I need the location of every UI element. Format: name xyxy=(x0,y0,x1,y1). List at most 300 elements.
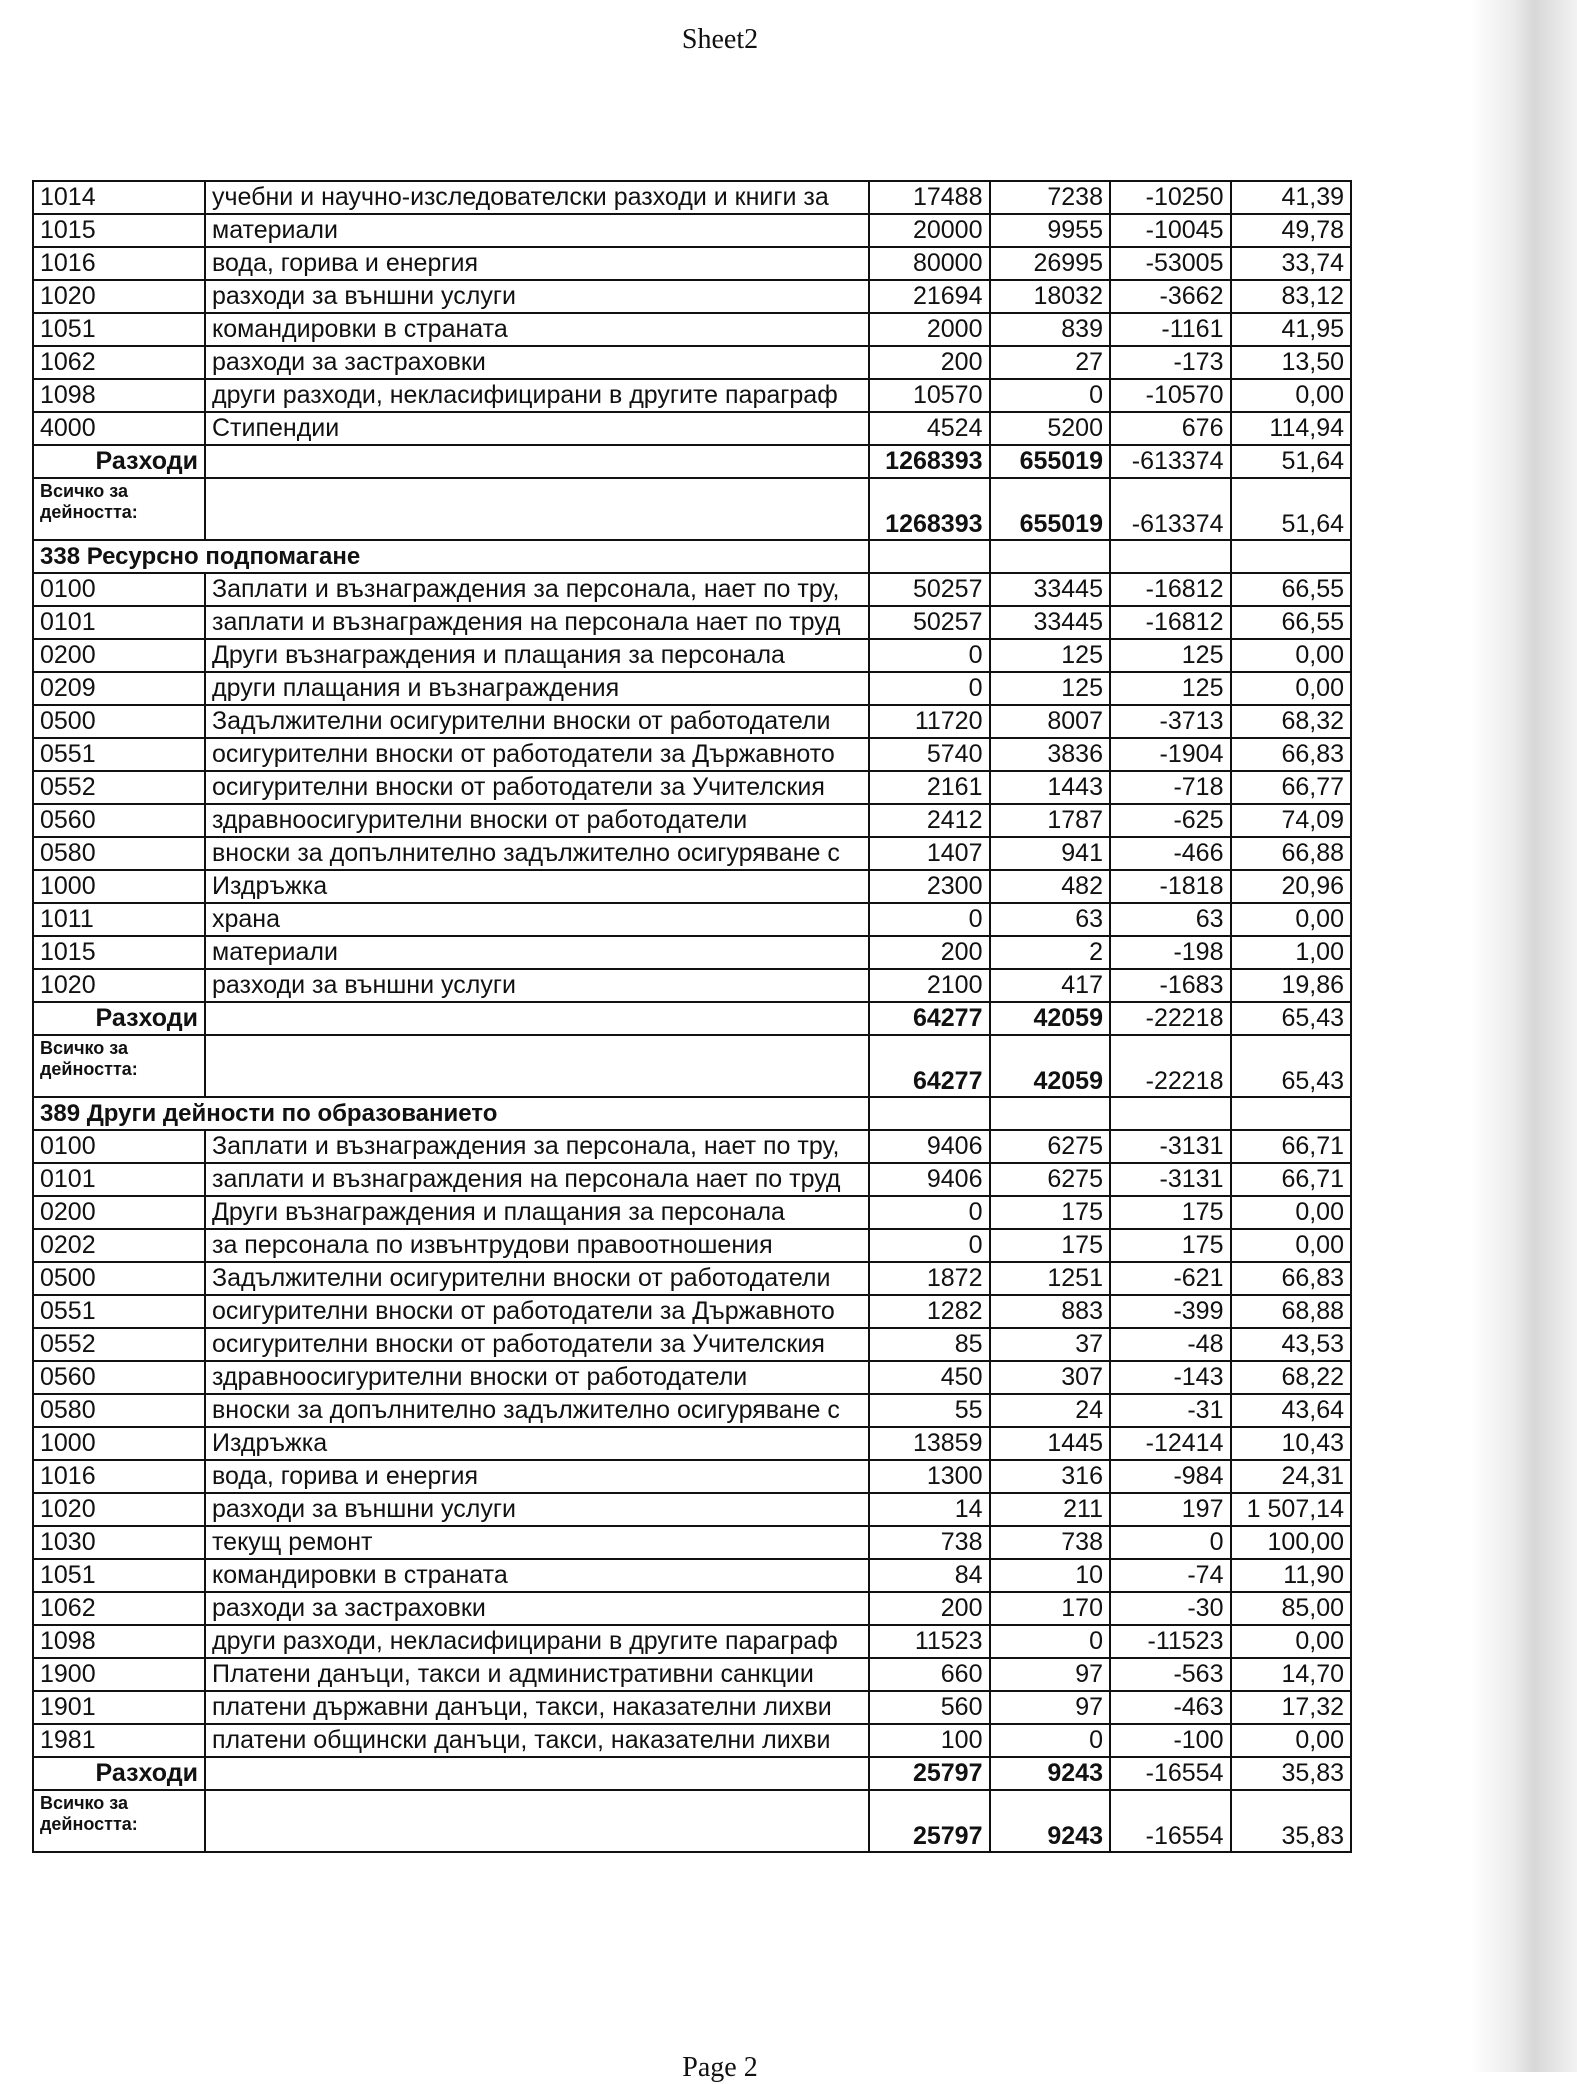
table-row xyxy=(33,1262,1351,1295)
activity-percent: 35,83 xyxy=(1231,1790,1352,1852)
actual-value: 170 xyxy=(990,1592,1111,1625)
table-row xyxy=(33,1229,1351,1262)
account-name: други разходи, некласифицирани в другите параграф xyxy=(205,379,869,412)
account-code: 1020 xyxy=(33,969,205,1002)
difference-value: -563 xyxy=(1110,1658,1231,1691)
account-code: 0200 xyxy=(33,1196,205,1229)
percent-value: 100,00 xyxy=(1231,1526,1352,1559)
plan-value: 85 xyxy=(869,1328,990,1361)
percent-value: 10,43 xyxy=(1231,1427,1352,1460)
table-row xyxy=(33,804,1351,837)
account-name: платени общински данъци, такси, наказателни лихви xyxy=(205,1724,869,1757)
section-header-row xyxy=(33,540,1351,573)
percent-value: 66,88 xyxy=(1231,837,1352,870)
actual-value: 6275 xyxy=(990,1130,1111,1163)
plan-value: 50257 xyxy=(869,573,990,606)
activity-actual: 655019 xyxy=(990,478,1111,540)
difference-value: -463 xyxy=(1110,1691,1231,1724)
empty-cell xyxy=(205,1757,869,1790)
difference-value: -100 xyxy=(1110,1724,1231,1757)
actual-value: 0 xyxy=(990,1724,1111,1757)
plan-value: 2000 xyxy=(869,313,990,346)
actual-value: 0 xyxy=(990,379,1111,412)
activity-total-label: Всичко за дейността: xyxy=(33,1790,205,1852)
difference-value: -466 xyxy=(1110,837,1231,870)
plan-value: 55 xyxy=(869,1394,990,1427)
difference-value: 63 xyxy=(1110,903,1231,936)
actual-value: 37 xyxy=(990,1328,1111,1361)
plan-value: 200 xyxy=(869,346,990,379)
plan-value: 0 xyxy=(869,639,990,672)
account-name: текущ ремонт xyxy=(205,1526,869,1559)
table-row xyxy=(33,346,1351,379)
table-row xyxy=(33,1526,1351,1559)
difference-value: 676 xyxy=(1110,412,1231,445)
difference-value: -30 xyxy=(1110,1592,1231,1625)
table-row xyxy=(33,1130,1351,1163)
actual-value: 883 xyxy=(990,1295,1111,1328)
table-row xyxy=(33,214,1351,247)
activity-difference: -613374 xyxy=(1110,478,1231,540)
account-name: за персонала по извънтрудови правоотношения xyxy=(205,1229,869,1262)
actual-value: 175 xyxy=(990,1229,1111,1262)
difference-value: -12414 xyxy=(1110,1427,1231,1460)
total-label: Разходи xyxy=(33,1757,205,1790)
total-difference: -22218 xyxy=(1110,1002,1231,1035)
account-name: разходи за външни услуги xyxy=(205,1493,869,1526)
table-row xyxy=(33,181,1351,214)
plan-value: 738 xyxy=(869,1526,990,1559)
account-name: разходи за външни услуги xyxy=(205,280,869,313)
percent-value: 20,96 xyxy=(1231,870,1352,903)
account-code: 1016 xyxy=(33,247,205,280)
plan-value: 200 xyxy=(869,1592,990,1625)
difference-value: -625 xyxy=(1110,804,1231,837)
empty-cell xyxy=(1110,540,1231,573)
table-row xyxy=(33,672,1351,705)
empty-cell xyxy=(205,445,869,478)
plan-value: 100 xyxy=(869,1724,990,1757)
actual-value: 18032 xyxy=(990,280,1111,313)
activity-difference: -16554 xyxy=(1110,1790,1231,1852)
account-name: Други възнаграждения и плащания за персонала xyxy=(205,639,869,672)
difference-value: -10570 xyxy=(1110,379,1231,412)
actual-value: 125 xyxy=(990,672,1111,705)
plan-value: 0 xyxy=(869,1229,990,1262)
table-row xyxy=(33,738,1351,771)
difference-value: -16812 xyxy=(1110,606,1231,639)
account-code: 1011 xyxy=(33,903,205,936)
table-row xyxy=(33,1493,1351,1526)
difference-value: -173 xyxy=(1110,346,1231,379)
table-row xyxy=(33,1724,1351,1757)
actual-value: 24 xyxy=(990,1394,1111,1427)
empty-cell xyxy=(205,478,869,540)
table-row xyxy=(33,936,1351,969)
account-code: 1981 xyxy=(33,1724,205,1757)
actual-value: 26995 xyxy=(990,247,1111,280)
difference-value: -1683 xyxy=(1110,969,1231,1002)
total-percent: 51,64 xyxy=(1231,445,1352,478)
percent-value: 41,95 xyxy=(1231,313,1352,346)
percent-value: 68,32 xyxy=(1231,705,1352,738)
difference-value: -10250 xyxy=(1110,181,1231,214)
difference-value: 197 xyxy=(1110,1493,1231,1526)
account-name: вода, горива и енергия xyxy=(205,1460,869,1493)
account-code: 0200 xyxy=(33,639,205,672)
plan-value: 200 xyxy=(869,936,990,969)
account-name: други плащания и възнаграждения xyxy=(205,672,869,705)
account-name: здравноосигурителни вноски от работодатели xyxy=(205,1361,869,1394)
plan-value: 2161 xyxy=(869,771,990,804)
account-code: 1014 xyxy=(33,181,205,214)
difference-value: -48 xyxy=(1110,1328,1231,1361)
percent-value: 0,00 xyxy=(1231,379,1352,412)
percent-value: 66,55 xyxy=(1231,606,1352,639)
total-percent: 35,83 xyxy=(1231,1757,1352,1790)
account-name: здравноосигурителни вноски от работодатели xyxy=(205,804,869,837)
empty-cell xyxy=(869,540,990,573)
account-name: командировки в страната xyxy=(205,313,869,346)
difference-value: -53005 xyxy=(1110,247,1231,280)
actual-value: 33445 xyxy=(990,573,1111,606)
account-code: 0209 xyxy=(33,672,205,705)
expenses-total-row xyxy=(33,1002,1351,1035)
account-code: 1000 xyxy=(33,870,205,903)
account-name: материали xyxy=(205,936,869,969)
actual-value: 8007 xyxy=(990,705,1111,738)
table-row xyxy=(33,1361,1351,1394)
percent-value: 43,53 xyxy=(1231,1328,1352,1361)
empty-cell xyxy=(205,1035,869,1097)
activity-plan: 1268393 xyxy=(869,478,990,540)
table-row xyxy=(33,639,1351,672)
activity-actual: 42059 xyxy=(990,1035,1111,1097)
percent-value: 0,00 xyxy=(1231,1196,1352,1229)
difference-value: -143 xyxy=(1110,1361,1231,1394)
plan-value: 660 xyxy=(869,1658,990,1691)
section-header-row xyxy=(33,1097,1351,1130)
table-row xyxy=(33,606,1351,639)
account-code: 1016 xyxy=(33,1460,205,1493)
account-name: вноски за допълнително задължително осигуряване с xyxy=(205,1394,869,1427)
account-code: 1098 xyxy=(33,1625,205,1658)
total-actual: 9243 xyxy=(990,1757,1111,1790)
account-name: заплати и възнаграждения на персонала нает по труд xyxy=(205,606,869,639)
account-code: 0100 xyxy=(33,573,205,606)
table-row xyxy=(33,1691,1351,1724)
account-name: командировки в страната xyxy=(205,1559,869,1592)
actual-value: 0 xyxy=(990,1625,1111,1658)
difference-value: -399 xyxy=(1110,1295,1231,1328)
plan-value: 2300 xyxy=(869,870,990,903)
difference-value: -3713 xyxy=(1110,705,1231,738)
percent-value: 24,31 xyxy=(1231,1460,1352,1493)
actual-value: 3836 xyxy=(990,738,1111,771)
actual-value: 7238 xyxy=(990,181,1111,214)
account-code: 0560 xyxy=(33,804,205,837)
actual-value: 97 xyxy=(990,1691,1111,1724)
account-name: Стипендии xyxy=(205,412,869,445)
plan-value: 80000 xyxy=(869,247,990,280)
actual-value: 175 xyxy=(990,1196,1111,1229)
account-name: Издръжка xyxy=(205,870,869,903)
total-difference: -16554 xyxy=(1110,1757,1231,1790)
page-header: Sheet2 xyxy=(681,24,759,55)
account-name: разходи за застраховки xyxy=(205,1592,869,1625)
plan-value: 10570 xyxy=(869,379,990,412)
difference-value: -3131 xyxy=(1110,1163,1231,1196)
plan-value: 1872 xyxy=(869,1262,990,1295)
account-code: 1051 xyxy=(33,1559,205,1592)
actual-value: 211 xyxy=(990,1493,1111,1526)
account-code: 0100 xyxy=(33,1130,205,1163)
activity-plan: 25797 xyxy=(869,1790,990,1852)
page-footer: Page 2 xyxy=(682,2052,758,2083)
percent-value: 66,71 xyxy=(1231,1163,1352,1196)
account-name: други разходи, некласифицирани в другите параграф xyxy=(205,1625,869,1658)
account-code: 0580 xyxy=(33,837,205,870)
percent-value: 114,94 xyxy=(1231,412,1352,445)
expenses-total-row xyxy=(33,445,1351,478)
difference-value: -10045 xyxy=(1110,214,1231,247)
percent-value: 68,88 xyxy=(1231,1295,1352,1328)
account-code: 1020 xyxy=(33,280,205,313)
account-name: разходи за външни услуги xyxy=(205,969,869,1002)
activity-total-label: Всичко за дейността: xyxy=(33,478,205,540)
plan-value: 17488 xyxy=(869,181,990,214)
plan-value: 21694 xyxy=(869,280,990,313)
empty-cell xyxy=(1231,1097,1352,1130)
account-code: 1901 xyxy=(33,1691,205,1724)
account-name: Други възнаграждения и плащания за персонала xyxy=(205,1196,869,1229)
account-code: 1030 xyxy=(33,1526,205,1559)
activity-total-row xyxy=(33,478,1351,540)
plan-value: 2412 xyxy=(869,804,990,837)
difference-value: -198 xyxy=(1110,936,1231,969)
account-code: 0101 xyxy=(33,606,205,639)
activity-total-row xyxy=(33,1035,1351,1097)
account-name: вноски за допълнително задължително осигуряване с xyxy=(205,837,869,870)
table-row xyxy=(33,1658,1351,1691)
actual-value: 941 xyxy=(990,837,1111,870)
account-code: 0552 xyxy=(33,771,205,804)
account-name: вода, горива и енергия xyxy=(205,247,869,280)
account-code: 0500 xyxy=(33,705,205,738)
account-name: Задължителни осигурителни вноски от работодатели xyxy=(205,1262,869,1295)
percent-value: 13,50 xyxy=(1231,346,1352,379)
actual-value: 316 xyxy=(990,1460,1111,1493)
empty-cell xyxy=(1231,540,1352,573)
account-code: 4000 xyxy=(33,412,205,445)
difference-value: -1904 xyxy=(1110,738,1231,771)
table-row xyxy=(33,837,1351,870)
difference-value: -1818 xyxy=(1110,870,1231,903)
percent-value: 85,00 xyxy=(1231,1592,1352,1625)
expenses-total-row xyxy=(33,1757,1351,1790)
difference-value: 0 xyxy=(1110,1526,1231,1559)
total-label: Разходи xyxy=(33,445,205,478)
actual-value: 9955 xyxy=(990,214,1111,247)
percent-value: 0,00 xyxy=(1231,1724,1352,1757)
difference-value: -718 xyxy=(1110,771,1231,804)
total-plan: 25797 xyxy=(869,1757,990,1790)
difference-value: -3662 xyxy=(1110,280,1231,313)
account-code: 0580 xyxy=(33,1394,205,1427)
difference-value: 125 xyxy=(1110,639,1231,672)
actual-value: 1443 xyxy=(990,771,1111,804)
activity-percent: 65,43 xyxy=(1231,1035,1352,1097)
difference-value: -74 xyxy=(1110,1559,1231,1592)
plan-value: 20000 xyxy=(869,214,990,247)
account-code: 1000 xyxy=(33,1427,205,1460)
budget-table xyxy=(32,180,1352,1853)
percent-value: 43,64 xyxy=(1231,1394,1352,1427)
percent-value: 17,32 xyxy=(1231,1691,1352,1724)
table-row xyxy=(33,1196,1351,1229)
table-row xyxy=(33,1460,1351,1493)
account-name: осигурителни вноски от работодатели за Държавното xyxy=(205,738,869,771)
table-row xyxy=(33,705,1351,738)
account-name: осигурителни вноски от работодатели за Държавното xyxy=(205,1295,869,1328)
total-percent: 65,43 xyxy=(1231,1002,1352,1035)
account-name: заплати и възнаграждения на персонала нает по труд xyxy=(205,1163,869,1196)
account-code: 0551 xyxy=(33,1295,205,1328)
plan-value: 14 xyxy=(869,1493,990,1526)
percent-value: 19,86 xyxy=(1231,969,1352,1002)
account-code: 1015 xyxy=(33,936,205,969)
difference-value: 175 xyxy=(1110,1229,1231,1262)
difference-value: -1161 xyxy=(1110,313,1231,346)
account-name: разходи за застраховки xyxy=(205,346,869,379)
activity-actual: 9243 xyxy=(990,1790,1111,1852)
actual-value: 6275 xyxy=(990,1163,1111,1196)
actual-value: 97 xyxy=(990,1658,1111,1691)
actual-value: 307 xyxy=(990,1361,1111,1394)
difference-value: 175 xyxy=(1110,1196,1231,1229)
table-row xyxy=(33,412,1351,445)
percent-value: 66,83 xyxy=(1231,1262,1352,1295)
percent-value: 83,12 xyxy=(1231,280,1352,313)
percent-value: 66,77 xyxy=(1231,771,1352,804)
percent-value: 33,74 xyxy=(1231,247,1352,280)
difference-value: -984 xyxy=(1110,1460,1231,1493)
plan-value: 4524 xyxy=(869,412,990,445)
table-row xyxy=(33,903,1351,936)
account-code: 0101 xyxy=(33,1163,205,1196)
table-row xyxy=(33,1328,1351,1361)
plan-value: 9406 xyxy=(869,1130,990,1163)
plan-value: 11523 xyxy=(869,1625,990,1658)
difference-value: -16812 xyxy=(1110,573,1231,606)
percent-value: 66,71 xyxy=(1231,1130,1352,1163)
percent-value: 66,83 xyxy=(1231,738,1352,771)
table-row xyxy=(33,247,1351,280)
actual-value: 10 xyxy=(990,1559,1111,1592)
scan-edge-shadow xyxy=(1470,0,1577,2072)
empty-cell xyxy=(205,1002,869,1035)
total-plan: 64277 xyxy=(869,1002,990,1035)
percent-value: 49,78 xyxy=(1231,214,1352,247)
plan-value: 560 xyxy=(869,1691,990,1724)
percent-value: 0,00 xyxy=(1231,639,1352,672)
empty-cell xyxy=(990,1097,1111,1130)
plan-value: 1282 xyxy=(869,1295,990,1328)
account-name: Заплати и възнаграждения за персонала, нает по тру, xyxy=(205,1130,869,1163)
total-actual: 655019 xyxy=(990,445,1111,478)
percent-value: 0,00 xyxy=(1231,903,1352,936)
account-name: материали xyxy=(205,214,869,247)
actual-value: 482 xyxy=(990,870,1111,903)
percent-value: 1 507,14 xyxy=(1231,1493,1352,1526)
table-row xyxy=(33,1394,1351,1427)
activity-difference: -22218 xyxy=(1110,1035,1231,1097)
account-code: 0202 xyxy=(33,1229,205,1262)
percent-value: 0,00 xyxy=(1231,1229,1352,1262)
total-label: Разходи xyxy=(33,1002,205,1035)
account-code: 0500 xyxy=(33,1262,205,1295)
actual-value: 839 xyxy=(990,313,1111,346)
actual-value: 1445 xyxy=(990,1427,1111,1460)
table-row xyxy=(33,1559,1351,1592)
percent-value: 74,09 xyxy=(1231,804,1352,837)
account-code: 0560 xyxy=(33,1361,205,1394)
table-row xyxy=(33,280,1351,313)
actual-value: 1251 xyxy=(990,1262,1111,1295)
plan-value: 84 xyxy=(869,1559,990,1592)
actual-value: 417 xyxy=(990,969,1111,1002)
account-code: 0551 xyxy=(33,738,205,771)
actual-value: 738 xyxy=(990,1526,1111,1559)
difference-value: -11523 xyxy=(1110,1625,1231,1658)
plan-value: 9406 xyxy=(869,1163,990,1196)
table-row xyxy=(33,1427,1351,1460)
empty-cell xyxy=(869,1097,990,1130)
percent-value: 66,55 xyxy=(1231,573,1352,606)
total-plan: 1268393 xyxy=(869,445,990,478)
difference-value: 125 xyxy=(1110,672,1231,705)
table-row xyxy=(33,1592,1351,1625)
account-name: Издръжка xyxy=(205,1427,869,1460)
account-name: храна xyxy=(205,903,869,936)
total-actual: 42059 xyxy=(990,1002,1111,1035)
account-code: 1015 xyxy=(33,214,205,247)
account-name: Платени данъци, такси и административни санкции xyxy=(205,1658,869,1691)
total-difference: -613374 xyxy=(1110,445,1231,478)
account-code: 0552 xyxy=(33,1328,205,1361)
percent-value: 0,00 xyxy=(1231,672,1352,705)
percent-value: 1,00 xyxy=(1231,936,1352,969)
account-code: 1062 xyxy=(33,1592,205,1625)
account-name: учебни и научно-изследователски разходи и книги за xyxy=(205,181,869,214)
table-row xyxy=(33,1295,1351,1328)
account-name: осигурителни вноски от работодатели за Учителския xyxy=(205,771,869,804)
percent-value: 11,90 xyxy=(1231,1559,1352,1592)
account-code: 1900 xyxy=(33,1658,205,1691)
account-code: 1020 xyxy=(33,1493,205,1526)
plan-value: 450 xyxy=(869,1361,990,1394)
empty-cell xyxy=(1110,1097,1231,1130)
activity-total-row xyxy=(33,1790,1351,1852)
percent-value: 41,39 xyxy=(1231,181,1352,214)
table-row xyxy=(33,573,1351,606)
actual-value: 63 xyxy=(990,903,1111,936)
account-name: Задължителни осигурителни вноски от работодатели xyxy=(205,705,869,738)
plan-value: 0 xyxy=(869,672,990,705)
difference-value: -621 xyxy=(1110,1262,1231,1295)
actual-value: 1787 xyxy=(990,804,1111,837)
plan-value: 50257 xyxy=(869,606,990,639)
